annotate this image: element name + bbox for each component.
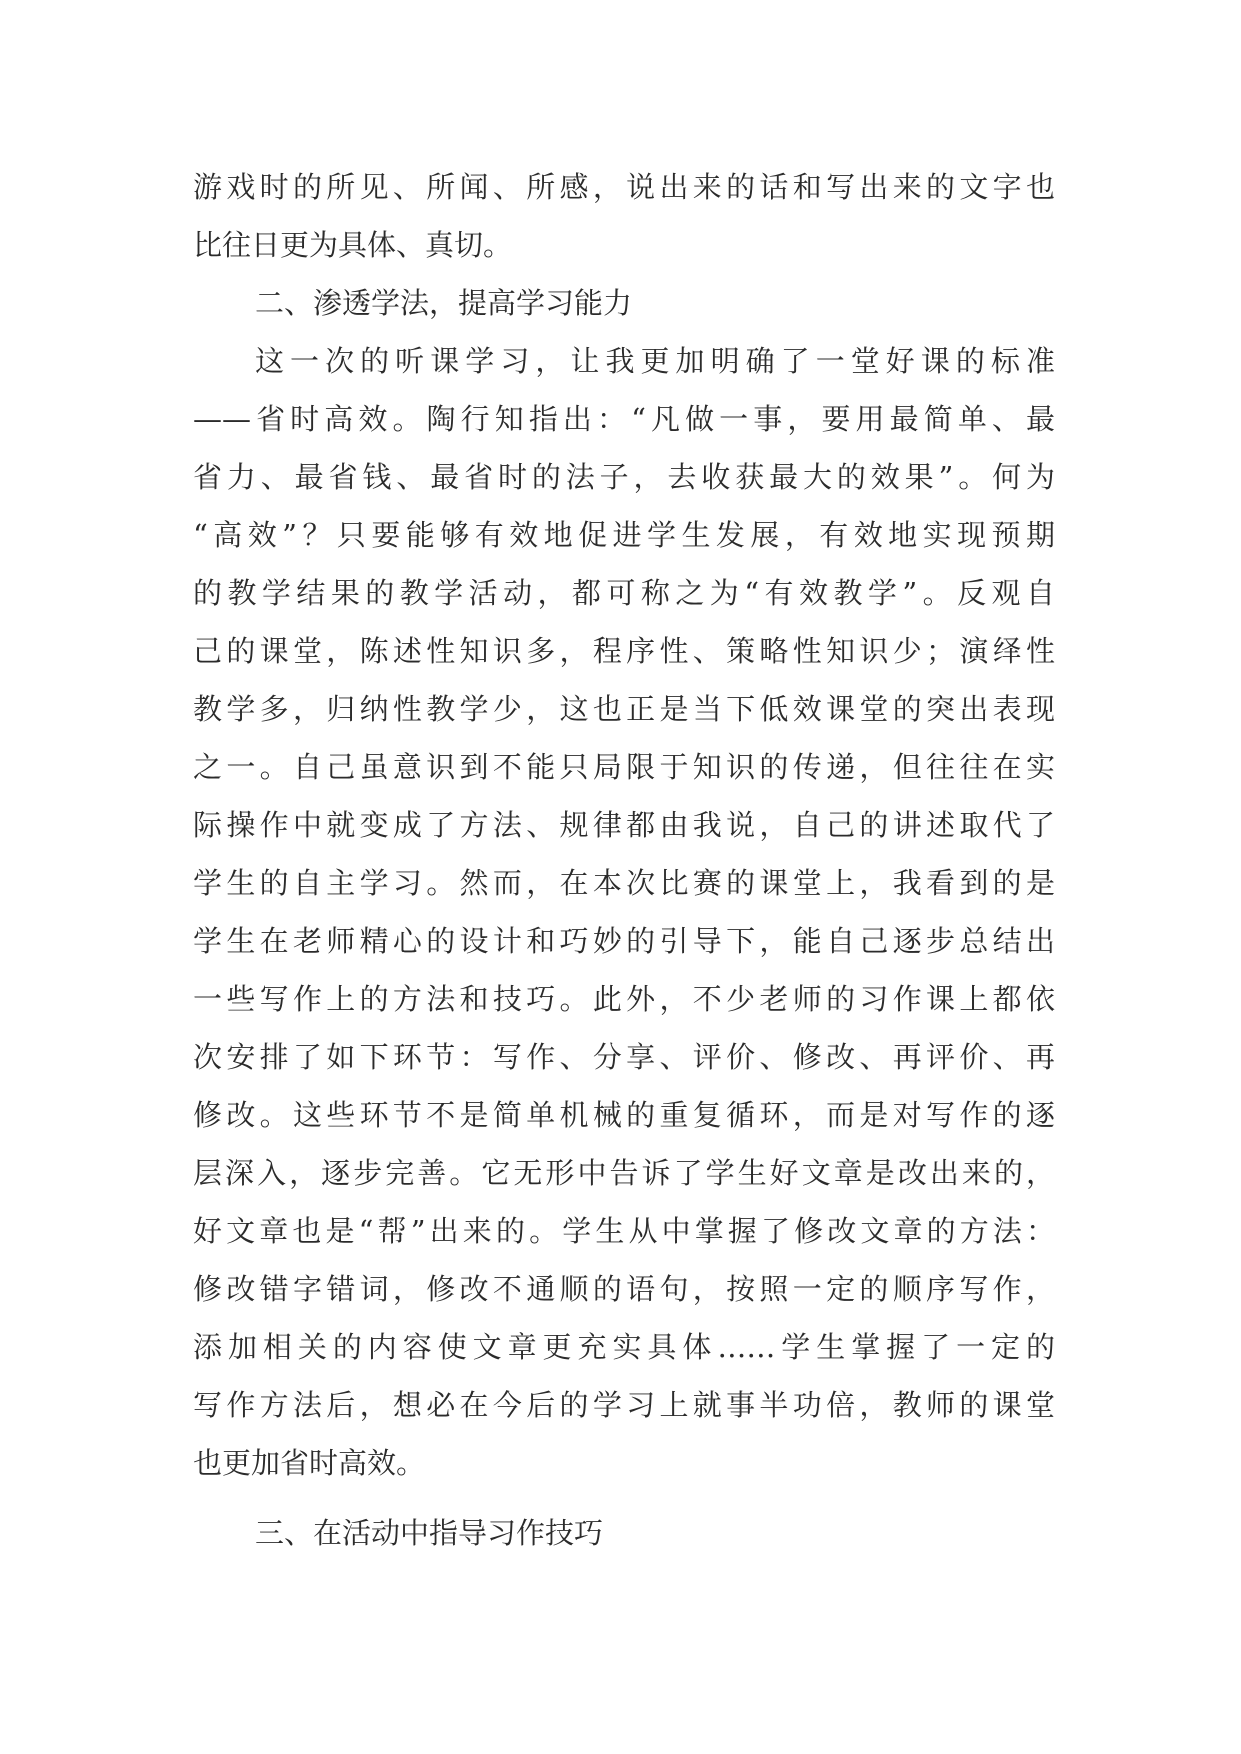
paragraph-line: 修改。这些环节不是简单机械的重复循环，而是对写作的逐: [193, 1098, 1055, 1132]
paragraph-line: ——省时高效。陶行知指出：“凡做一事，要用最简单、最: [193, 402, 1055, 436]
paragraph-line: 次安排了如下环节：写作、分享、评价、修改、再评价、再: [193, 1040, 1055, 1074]
paragraph-line: 也更加省时高效。: [193, 1446, 426, 1480]
paragraph-line: 这一次的听课学习，让我更加明确了一堂好课的标准: [255, 344, 1055, 378]
paragraph-line: 之一。自己虽意识到不能只局限于知识的传递，但往往在实: [193, 750, 1055, 784]
paragraph-line: 学生在老师精心的设计和巧妙的引导下，能自己逐步总结出: [193, 924, 1055, 958]
paragraph-line: 教学多，归纳性教学少，这也正是当下低效课堂的突出表现: [193, 692, 1055, 726]
paragraph-line: 一些写作上的方法和技巧。此外，不少老师的习作课上都依: [193, 982, 1055, 1016]
paragraph-line: 修改错字错词，修改不通顺的语句，按照一定的顺序写作，: [193, 1272, 1055, 1306]
paragraph-line: “高效”？只要能够有效地促进学生发展，有效地实现预期: [193, 518, 1055, 552]
paragraph-line: 的教学结果的教学活动，都可称之为“有效教学”。反观自: [193, 576, 1055, 610]
paragraph-line: 层深入，逐步完善。它无形中告诉了学生好文章是改出来的，: [193, 1156, 1055, 1190]
paragraph-line: 际操作中就变成了方法、规律都由我说，自己的讲述取代了: [193, 808, 1055, 842]
paragraph-line: 比往日更为具体、真切。: [193, 228, 513, 262]
paragraph-line: 学生的自主学习。然而，在本次比赛的课堂上，我看到的是: [193, 866, 1055, 900]
paragraph-line: 游戏时的所见、所闻、所感，说出来的话和写出来的文字也: [193, 170, 1055, 204]
paragraph-line: 己的课堂，陈述性知识多，程序性、策略性知识少；演绎性: [193, 634, 1055, 668]
paragraph-line: 好文章也是“帮”出来的。学生从中掌握了修改文章的方法：: [193, 1214, 1055, 1248]
section-heading-2: 二、渗透学法，提高学习能力: [255, 286, 633, 320]
section-heading-3: 三、在活动中指导习作技巧: [255, 1516, 604, 1550]
document-body: [193, 158, 1055, 1562]
paragraph-line: 省力、最省钱、最省时的法子，去收获最大的效果”。何为: [193, 460, 1055, 494]
paragraph-line: 写作方法后，想必在今后的学习上就事半功倍，教师的课堂: [193, 1388, 1055, 1422]
paragraph-line: 添加相关的内容使文章更充实具体……学生掌握了一定的: [193, 1330, 1055, 1364]
